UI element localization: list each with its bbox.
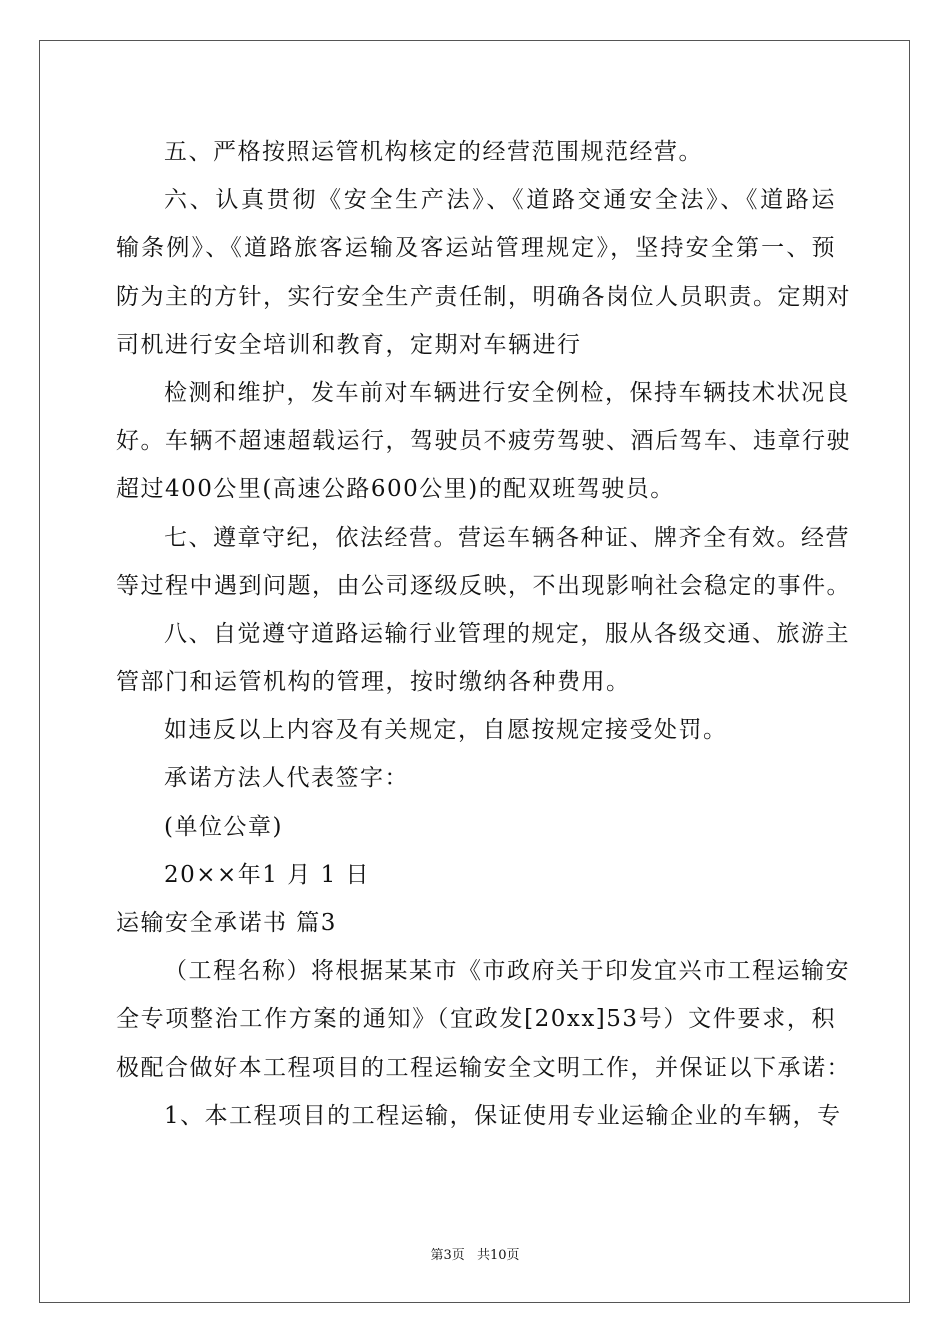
- item-1-line: 1、本工程项目的工程运输，保证使用专业运输企业的车辆，专: [164, 1102, 842, 1129]
- paragraph-7-line: 七、遵章守纪，依法经营。营运车辆各种证、牌齐全有效。经营: [164, 524, 850, 551]
- paragraph-5: 五、严格按照运管机构核定的经营范围规范经营。: [164, 139, 703, 165]
- paragraph-6-line: 司机进行安全培训和教育，定期对车辆进行: [116, 331, 582, 358]
- paragraph-6-line: 输条例》、《道路旅客运输及客运站管理规定》，坚持安全第一、预: [116, 235, 836, 262]
- paragraph-6b-line: 超过400公里(高速公路600公里)的配双班驾驶员。: [116, 476, 675, 503]
- intro-line: 极配合做好本工程项目的工程运输安全文明工作，并保证以下承诺：: [116, 1054, 851, 1081]
- page-total: 共10页: [476, 1248, 520, 1263]
- signature-line: 承诺方法人代表签字：: [164, 765, 409, 792]
- seal-line: (单位公章): [164, 813, 283, 840]
- paragraph-7-line: 等过程中遇到问题，由公司逐级反映，不出现影响社会稳定的事件。: [116, 572, 851, 599]
- date-line: 20××年1 月 1 日: [164, 861, 371, 888]
- intro-line: （工程名称）将根据某某市《市政府关于印发宜兴市工程运输安: [164, 958, 850, 985]
- page-footer: [0, 1244, 950, 1263]
- section-title: 运输安全承诺书 篇3: [116, 910, 337, 936]
- paragraph-6-line: 防为主的方针，实行安全生产责任制，明确各岗位人员职责。定期对: [116, 283, 851, 310]
- violation-clause: 如违反以上内容及有关规定，自愿按规定接受处罚。: [164, 717, 728, 744]
- paragraph-8-line: 八、自觉遵守道路运输行业管理的规定，服从各级交通、旅游主: [164, 620, 850, 647]
- paragraph-6b-line: 好。车辆不超速超载运行，驾驶员不疲劳驾驶、酒后驾车、违章行驶: [116, 428, 851, 455]
- paragraph-6b-line: 检测和维护，发车前对车辆进行安全例检，保持车辆技术状况良: [164, 379, 850, 406]
- document-body: [116, 128, 851, 1140]
- paragraph-6-line: 六、认真贯彻《安全生产法》、《道路交通安全法》、《道路运: [164, 187, 836, 214]
- page-number: 第3页: [430, 1248, 465, 1263]
- paragraph-8-line: 管部门和运管机构的管理，按时缴纳各种费用。: [116, 669, 631, 696]
- intro-line: 全专项整治工作方案的通知》（宜政发[20xx]53号）文件要求，积: [116, 1006, 836, 1033]
